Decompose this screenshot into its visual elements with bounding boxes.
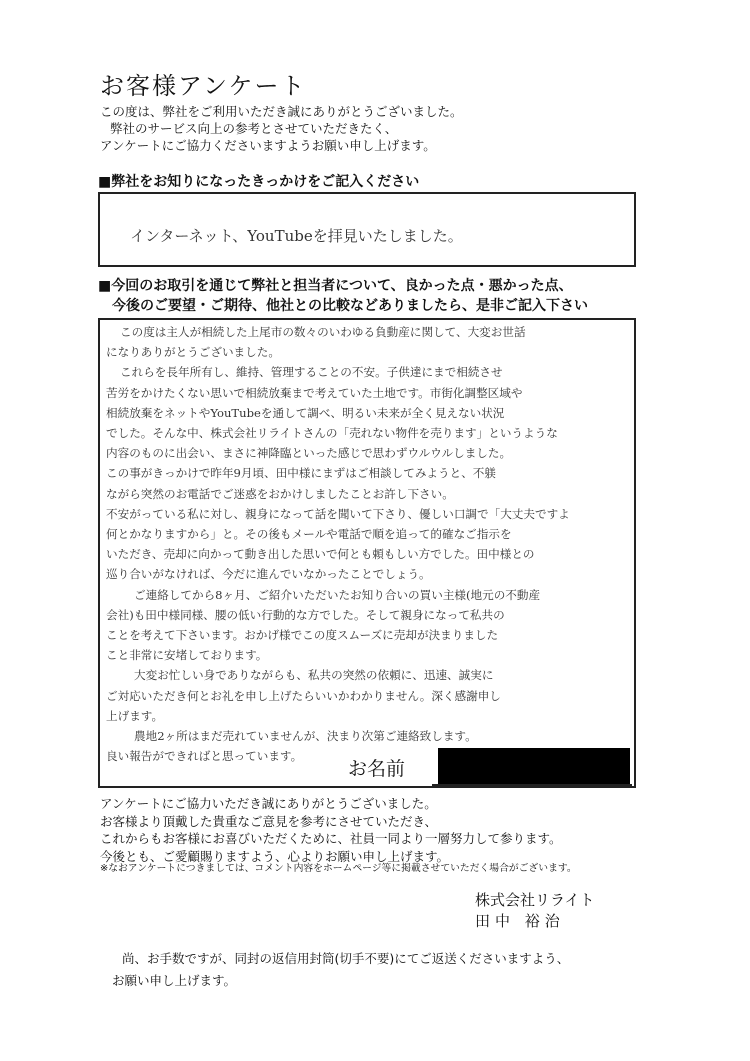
answer-line: 内容のものに出会い、まさに神降臨といった感じで思わずウルウルしました。 (106, 446, 512, 461)
intro-line: 弊社のサービス向上の参考とさせていただきたく、 (110, 121, 398, 136)
answer-line: 会社)も田中様同様、腰の低い行動的な方でした。そして親身になって私共の (106, 607, 505, 622)
answer-line: ながら突然のお電話でご迷惑をおかけしましたことお許し下さい。 (106, 486, 454, 501)
question1-answer: インターネット、YouTubeを拝見いたしました。 (130, 227, 463, 245)
answer-line: 巡り合いがなければ、今だに進んでいなかったことでしょう。 (106, 567, 431, 582)
answer-line: 苦労をかけたくない思いで相続放棄まで考えていた土地です。市街化調整区域や (106, 385, 523, 400)
thanks-line: 今後とも、ご愛顧賜りますよう、心よりお願い申し上げます。 (100, 848, 450, 864)
answer-line: 農地2ヶ所はまだ売れていませんが、決まり次第ご連絡致します。 (134, 729, 477, 744)
redacted-name (438, 748, 630, 784)
thanks-text (100, 795, 562, 865)
answer-line: これらを長年所有し、維持、管理することの不安。子供達にまで相続させ (120, 365, 503, 380)
thanks-line: これからもお客様にお喜びいただくために、社員一同より一層努力して参ります。 (100, 831, 562, 846)
company-name: 株式会社リライト (475, 891, 595, 909)
intro-line: アンケートにご協力くださいますようお願い申し上げます。 (100, 138, 436, 153)
question2-answer (106, 322, 631, 766)
answer-line: この度は主人が相続した上尾市の数々のいわゆる負動産に関して、大変お世話 (120, 325, 526, 339)
answer-line: 何とかなりますから」と。その後もメールや電話で順を追って的確なご指示を (106, 527, 512, 542)
answer-line: 相続放棄をネットやYouTubeを通して調べ、明るい未来が全く見えない状況 (106, 405, 505, 420)
closing-text (112, 948, 569, 992)
closing-line: 尚、お手数ですが、同封の返信用封筒(切手不要)にてご返送くださいますよう、 (122, 951, 570, 966)
question2-heading (98, 276, 588, 316)
thanks-line: お客様より頂戴した貴重なご意見を参考にさせていただき、 (100, 813, 438, 829)
answer-line: ご連絡してから8ヶ月、ご紹介いただいたお知り合いの買い主様(地元の不動産 (134, 587, 541, 602)
intro-text (100, 103, 463, 154)
answer-line: でした。そんな中、株式会社リライトさんの「売れない物件を売ります」というような (106, 426, 558, 441)
name-underline (432, 784, 632, 786)
thanks-line: アンケートにご協力いただき誠にありがとうございました。 (100, 796, 437, 811)
intro-line: この度は、弊社をご利用いただき誠にありがとうございました。 (100, 104, 463, 119)
answer-line: ことを考えて下さいます。おかげ様でこの度スムーズに売却が決まりました (106, 628, 499, 643)
person-name: 田中 裕治 (475, 912, 565, 930)
answer-line: 不安がっている私に対し、親身になって話を聞いて下さり、優しい口調で「大丈夫ですよ (106, 506, 570, 521)
answer-line: 大変お忙しい身でありながらも、私共の突然の依頼に、迅速、誠実に (134, 668, 494, 683)
answer-line: 上げます。 (106, 708, 164, 723)
question1-heading: ■弊社をお知りになったきっかけをご記入ください (98, 174, 420, 190)
answer-line: こと非常に安堵しております。 (106, 648, 268, 663)
survey-title: お客様アンケート (100, 72, 307, 100)
answer-line: いただき、売却に向かって動き出した思いで何とも頼もしい方でした。田中様との (106, 547, 535, 562)
answer-line: この事がきっかけで昨年9月頃、田中様にまずはご相談してみようと、不躾 (106, 466, 496, 481)
answer-line: ご対応いただき何とお礼を申し上げたらいいかわかりません。深く感謝申し (106, 688, 501, 703)
answer-line: になりありがとうございました。 (106, 345, 280, 360)
closing-line: お願い申し上げます。 (112, 973, 237, 988)
answer-line: 良い報告ができればと思っています。 (106, 749, 303, 764)
question2-heading-line: 今後のご要望・ご期待、他社との比較などありましたら、是非ご記入下さい (112, 298, 588, 314)
question2-heading-line: ■今回のお取引を通じて弊社と担当者について、良かった点・悪かった点、 (98, 278, 573, 294)
name-label: お名前 (348, 758, 406, 780)
publication-note: ※なおアンケートにつきましては、コメント内容をホームページ等に掲載させていただく場合がございます。 (100, 863, 577, 874)
